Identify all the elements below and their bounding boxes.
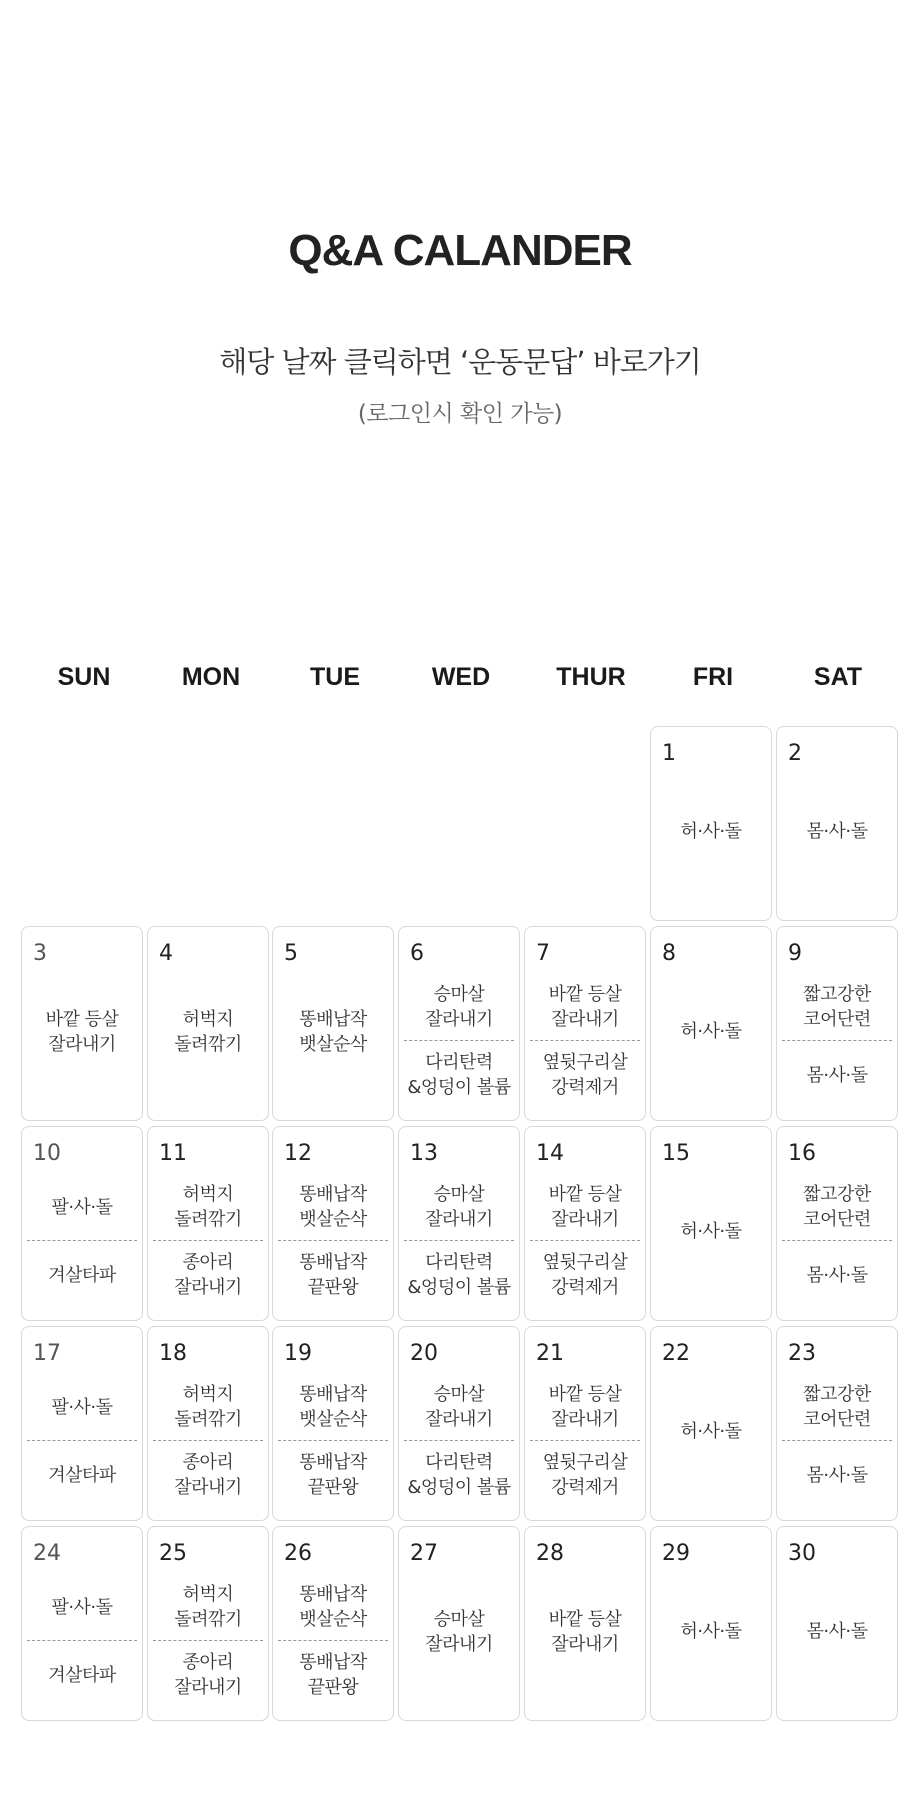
dashed-divider — [404, 1040, 514, 1041]
workout-primary — [399, 1377, 519, 1437]
workout-secondary — [399, 1045, 519, 1105]
workout-primary — [399, 977, 519, 1037]
workout-text: 옆뒷구리살 강력제거 — [542, 1252, 628, 1298]
dashed-divider — [278, 1240, 388, 1241]
day-number: 14 — [536, 1141, 564, 1166]
workout-label — [651, 1527, 771, 1720]
weekday-sat: SAT — [813, 663, 863, 691]
workout-label — [148, 927, 268, 1120]
workout-text: 겨살타파 — [48, 1264, 116, 1286]
dashed-divider — [153, 1440, 263, 1441]
page-title: Q&A CALANDER — [288, 226, 632, 275]
workout-text: 몸·사·돌 — [806, 821, 868, 842]
workout-primary — [273, 1377, 393, 1437]
dashed-divider — [153, 1640, 263, 1641]
calendar-day-26[interactable] — [272, 1526, 394, 1721]
day-number: 28 — [536, 1541, 564, 1566]
day-number: 8 — [662, 941, 676, 966]
day-number: 24 — [33, 1541, 61, 1566]
workout-text: 허벅지 돌려깎기 — [174, 1584, 242, 1630]
weekday-thur: THUR — [556, 663, 626, 691]
calendar-day-1[interactable] — [650, 726, 772, 921]
workout-text: 똥배납작 뱃살순삭 — [299, 1184, 367, 1230]
weekday-sun: SUN — [57, 663, 111, 691]
calendar-day-6[interactable] — [398, 926, 520, 1121]
day-number: 2 — [788, 741, 802, 766]
workout-label — [777, 727, 897, 920]
dashed-divider — [530, 1440, 640, 1441]
workout-primary — [273, 1577, 393, 1637]
workout-text: 승마살 잘라내기 — [425, 1384, 493, 1430]
workout-text: 승마살 잘라내기 — [425, 984, 493, 1030]
day-number: 21 — [536, 1341, 564, 1366]
workout-text: 허·사·돌 — [680, 1221, 742, 1242]
calendar-day-5[interactable] — [272, 926, 394, 1121]
workout-text: 다리탄력 &엉덩이 볼륨 — [407, 1252, 511, 1298]
workout-text: 몸·사·돌 — [806, 1464, 868, 1486]
workout-text: 똥배납작 뱃살순삭 — [299, 1584, 367, 1630]
day-number: 22 — [662, 1341, 690, 1366]
workout-text: 겨살타파 — [48, 1664, 116, 1686]
workout-primary — [22, 1177, 142, 1237]
calendar-day-27[interactable] — [398, 1526, 520, 1721]
workout-text: 짧고강한 코어단련 — [803, 1384, 871, 1430]
weekday-mon: MON — [181, 663, 241, 691]
workout-secondary — [148, 1445, 268, 1505]
workout-text: 짧고강한 코어단련 — [803, 984, 871, 1030]
workout-secondary — [525, 1045, 645, 1105]
calendar-day-4[interactable] — [147, 926, 269, 1121]
calendar-day-14[interactable] — [524, 1126, 646, 1321]
workout-primary — [148, 1377, 268, 1437]
calendar-day-2[interactable] — [776, 726, 898, 921]
day-number: 25 — [159, 1541, 187, 1566]
workout-text: 옆뒷구리살 강력제거 — [542, 1052, 628, 1098]
dashed-divider — [278, 1640, 388, 1641]
day-number: 29 — [662, 1541, 690, 1566]
workout-secondary — [273, 1245, 393, 1305]
workout-text: 팔·사·돌 — [51, 1196, 113, 1218]
workout-primary — [148, 1577, 268, 1637]
workout-text: 바깥 등살 잘라내기 — [548, 1184, 622, 1230]
workout-text: 팔·사·돌 — [51, 1396, 113, 1418]
day-number: 7 — [536, 941, 550, 966]
workout-primary — [22, 1577, 142, 1637]
workout-text: 종아리 잘라내기 — [174, 1252, 242, 1298]
day-number: 6 — [410, 941, 424, 966]
workout-text: 바깥 등살 잘라내기 — [45, 1008, 119, 1055]
calendar-day-16[interactable] — [776, 1126, 898, 1321]
workout-secondary — [148, 1245, 268, 1305]
calendar-day-29[interactable] — [650, 1526, 772, 1721]
workout-primary — [22, 1377, 142, 1437]
workout-secondary — [273, 1445, 393, 1505]
dashed-divider — [404, 1440, 514, 1441]
workout-primary — [777, 1177, 897, 1237]
workout-primary — [777, 1377, 897, 1437]
day-number: 30 — [788, 1541, 816, 1566]
calendar-day-20[interactable] — [398, 1326, 520, 1521]
workout-label — [651, 727, 771, 920]
workout-label — [525, 1527, 645, 1720]
dashed-divider — [278, 1440, 388, 1441]
workout-text: 다리탄력 &엉덩이 볼륨 — [407, 1052, 511, 1098]
day-number: 13 — [410, 1141, 438, 1166]
workout-secondary — [22, 1245, 142, 1305]
workout-secondary — [148, 1645, 268, 1705]
workout-primary — [273, 1177, 393, 1237]
dashed-divider — [782, 1240, 892, 1241]
workout-text: 종아리 잘라내기 — [174, 1652, 242, 1698]
calendar-day-18[interactable] — [147, 1326, 269, 1521]
calendar-day-30[interactable] — [776, 1526, 898, 1721]
workout-text: 허·사·돌 — [680, 1421, 742, 1442]
day-number: 26 — [284, 1541, 312, 1566]
workout-text: 허·사·돌 — [680, 821, 742, 842]
weekday-wed: WED — [431, 663, 491, 691]
calendar-day-12[interactable] — [272, 1126, 394, 1321]
workout-text: 몸·사·돌 — [806, 1264, 868, 1286]
workout-secondary — [399, 1445, 519, 1505]
workout-text: 허벅지 돌려깎기 — [174, 1384, 242, 1430]
workout-primary — [525, 1377, 645, 1437]
workout-secondary — [273, 1645, 393, 1705]
workout-text: 승마살 잘라내기 — [425, 1184, 493, 1230]
workout-text: 다리탄력 &엉덩이 볼륨 — [407, 1452, 511, 1498]
workout-text: 허벅지 돌려깎기 — [174, 1008, 242, 1055]
day-number: 5 — [284, 941, 298, 966]
workout-text: 허·사·돌 — [680, 1621, 742, 1642]
calendar-day-13[interactable] — [398, 1126, 520, 1321]
calendar-day-24[interactable] — [21, 1526, 143, 1721]
workout-secondary — [22, 1445, 142, 1505]
workout-label — [399, 1527, 519, 1720]
workout-text: 똥배납작 끝판왕 — [299, 1252, 367, 1298]
workout-text: 바깥 등살 잘라내기 — [548, 984, 622, 1030]
workout-secondary — [22, 1645, 142, 1705]
workout-secondary — [777, 1245, 897, 1305]
workout-label — [651, 1327, 771, 1520]
workout-secondary — [525, 1245, 645, 1305]
login-note: (로그인시 확인 가능) — [357, 401, 563, 427]
day-number: 20 — [410, 1341, 438, 1366]
dashed-divider — [404, 1240, 514, 1241]
calendar-day-3[interactable] — [21, 926, 143, 1121]
workout-text: 몸·사·돌 — [806, 1064, 868, 1086]
workout-text: 똥배납작 뱃살순삭 — [299, 1384, 367, 1430]
day-number: 11 — [159, 1141, 187, 1166]
workout-text: 바깥 등살 잘라내기 — [548, 1608, 622, 1655]
workout-text: 승마살 잘라내기 — [425, 1608, 493, 1655]
calendar-day-11[interactable] — [147, 1126, 269, 1321]
calendar-day-15[interactable] — [650, 1126, 772, 1321]
calendar-day-28[interactable] — [524, 1526, 646, 1721]
day-number: 23 — [788, 1341, 816, 1366]
workout-text: 허벅지 돌려깎기 — [174, 1184, 242, 1230]
calendar-day-10[interactable] — [21, 1126, 143, 1321]
day-number: 1 — [662, 741, 676, 766]
workout-text: 종아리 잘라내기 — [174, 1452, 242, 1498]
workout-text: 팔·사·돌 — [51, 1596, 113, 1618]
workout-label — [651, 927, 771, 1120]
day-number: 4 — [159, 941, 173, 966]
calendar-day-21[interactable] — [524, 1326, 646, 1521]
workout-primary — [148, 1177, 268, 1237]
workout-text: 허·사·돌 — [680, 1021, 742, 1042]
day-number: 19 — [284, 1341, 312, 1366]
page-subtitle: 해당 날짜 클릭하면 ‘운동문답’ 바로가기 — [219, 345, 701, 379]
day-number: 27 — [410, 1541, 438, 1566]
workout-text: 짧고강한 코어단련 — [803, 1184, 871, 1230]
workout-primary — [525, 1177, 645, 1237]
dashed-divider — [153, 1240, 263, 1241]
day-number: 17 — [33, 1341, 61, 1366]
day-number: 15 — [662, 1141, 690, 1166]
dashed-divider — [27, 1240, 137, 1241]
weekday-fri: FRI — [692, 663, 734, 691]
calendar-day-22[interactable] — [650, 1326, 772, 1521]
workout-label — [22, 927, 142, 1120]
calendar-day-9[interactable] — [776, 926, 898, 1121]
dashed-divider — [782, 1040, 892, 1041]
calendar-day-8[interactable] — [650, 926, 772, 1121]
dashed-divider — [782, 1440, 892, 1441]
calendar-day-19[interactable] — [272, 1326, 394, 1521]
workout-label — [273, 927, 393, 1120]
day-number: 3 — [33, 941, 47, 966]
day-number: 9 — [788, 941, 802, 966]
workout-label — [777, 1527, 897, 1720]
workout-text: 똥배납작 끝판왕 — [299, 1652, 367, 1698]
workout-text: 겨살타파 — [48, 1464, 116, 1486]
workout-text: 몸·사·돌 — [806, 1621, 868, 1642]
workout-secondary — [777, 1045, 897, 1105]
workout-secondary — [777, 1445, 897, 1505]
workout-secondary — [399, 1245, 519, 1305]
workout-text: 똥배납작 뱃살순삭 — [299, 1008, 367, 1055]
calendar-day-25[interactable] — [147, 1526, 269, 1721]
day-number: 10 — [33, 1141, 61, 1166]
workout-secondary — [525, 1445, 645, 1505]
day-number: 18 — [159, 1341, 187, 1366]
dashed-divider — [27, 1640, 137, 1641]
workout-primary — [525, 977, 645, 1037]
workout-text: 옆뒷구리살 강력제거 — [542, 1452, 628, 1498]
workout-primary — [777, 977, 897, 1037]
workout-text: 바깥 등살 잘라내기 — [548, 1384, 622, 1430]
dashed-divider — [530, 1240, 640, 1241]
dashed-divider — [27, 1440, 137, 1441]
workout-text: 똥배납작 끝판왕 — [299, 1452, 367, 1498]
day-number: 16 — [788, 1141, 816, 1166]
day-number: 12 — [284, 1141, 312, 1166]
dashed-divider — [530, 1040, 640, 1041]
workout-label — [651, 1127, 771, 1320]
calendar-day-23[interactable] — [776, 1326, 898, 1521]
calendar-day-17[interactable] — [21, 1326, 143, 1521]
weekday-tue: TUE — [310, 663, 360, 691]
calendar-day-7[interactable] — [524, 926, 646, 1121]
workout-primary — [399, 1177, 519, 1237]
